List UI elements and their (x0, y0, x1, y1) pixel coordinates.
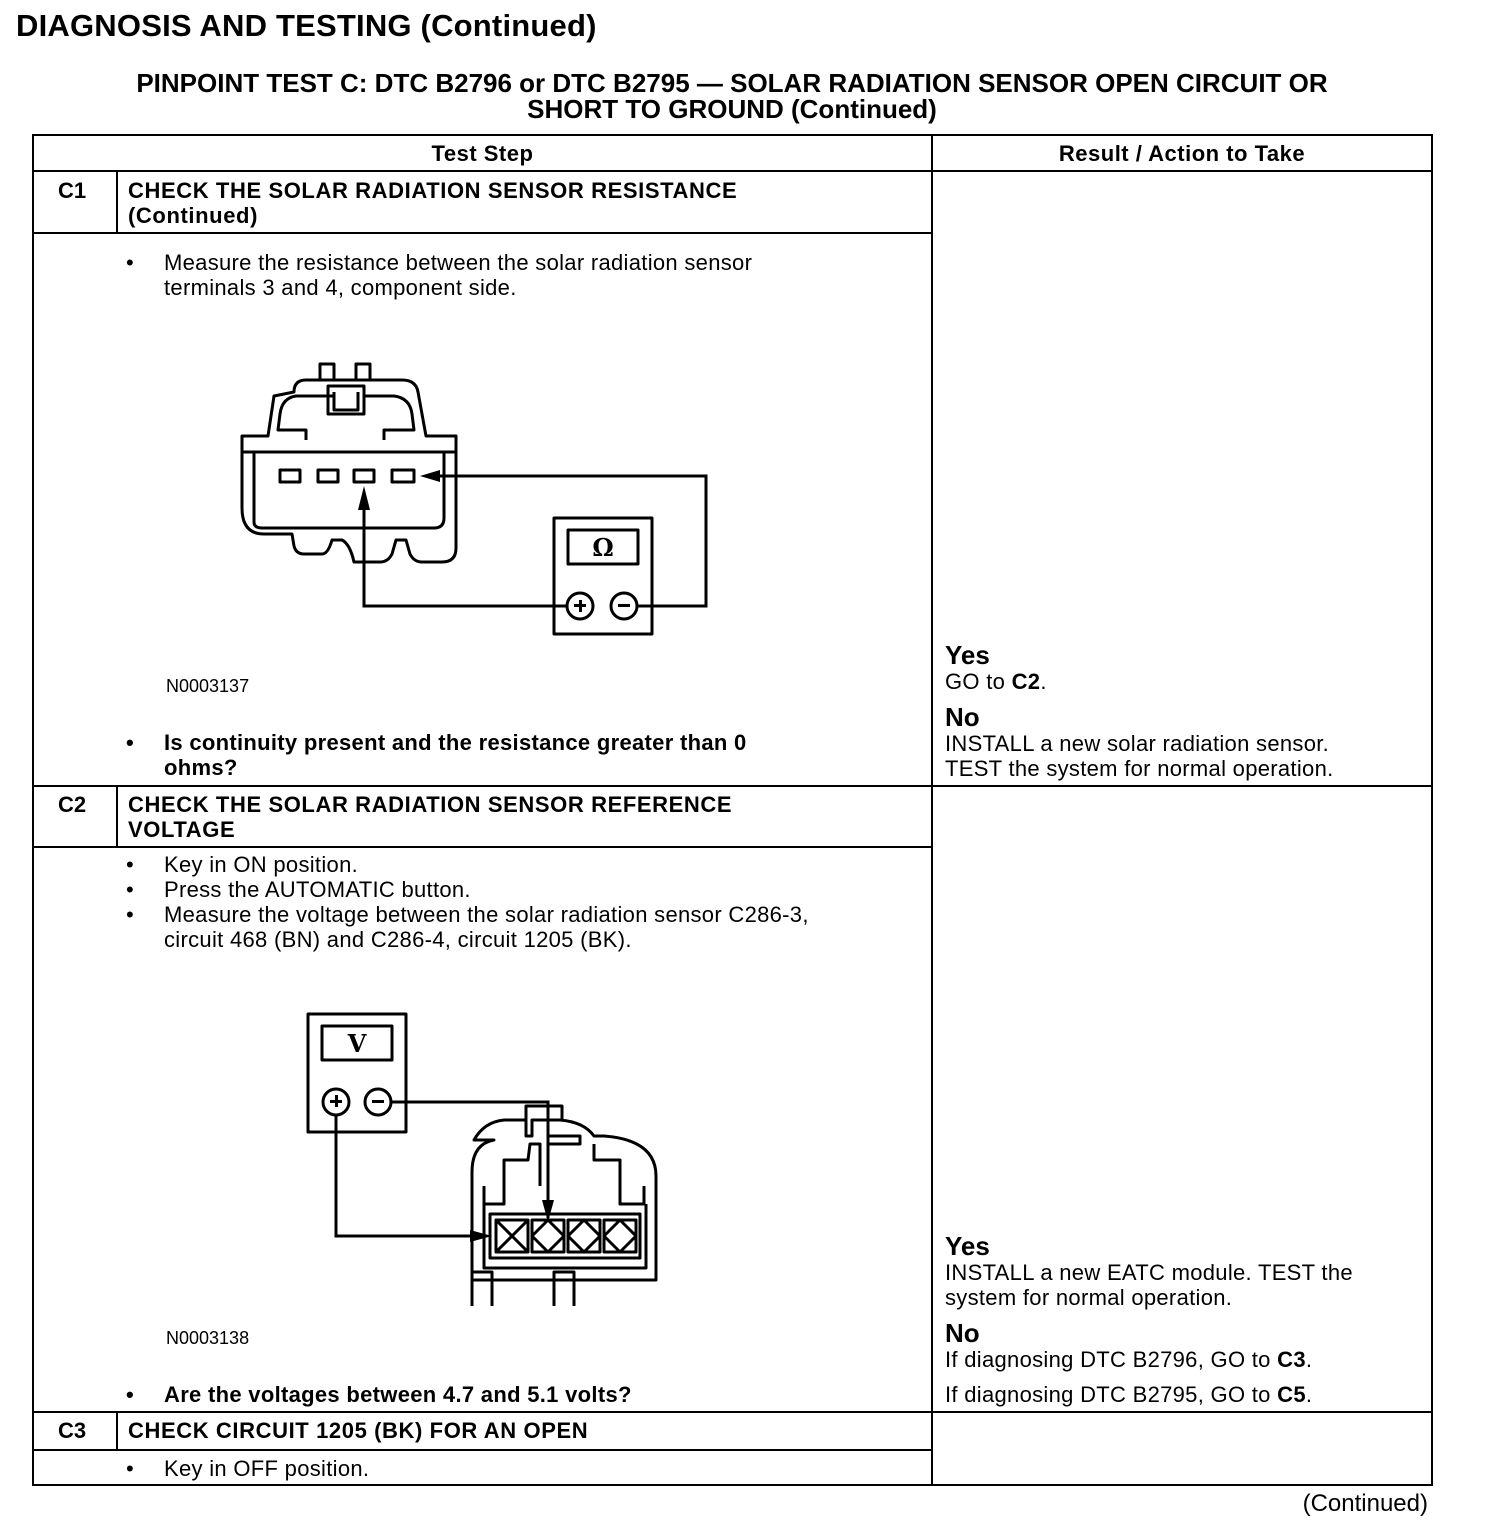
step-title-c2-line2: VOLTAGE (128, 817, 236, 842)
c2-question (126, 1382, 926, 1407)
c1-title-divider (34, 232, 933, 234)
c2-result-yes-text: INSTALL a new EATC module. TEST the system for normal operation. (945, 1260, 1353, 1310)
c2-result-no-a: If diagnosing DTC B2796, GO to C3. (945, 1347, 1313, 1372)
volt-symbol: V (347, 1029, 367, 1058)
c2-bullet-key-on (126, 852, 926, 877)
c2-title-divider (34, 846, 933, 848)
c2-figure-id: N0003138 (166, 1328, 250, 1348)
c2-result-no-label: No (945, 1318, 980, 1348)
c1-question (126, 730, 906, 780)
step-id-divider-c2 (116, 786, 118, 848)
c2-bullet-measure-line1: Measure the voltage between the solar radiation sensor C286-3, (164, 902, 809, 927)
bullet-dot: • (126, 1456, 135, 1481)
c2-voltmeter-diagram (304, 1010, 704, 1310)
bullet-dot: • (126, 250, 135, 275)
c3-bullet-key-off (126, 1456, 926, 1481)
step-title-c1-line2: (Continued) (128, 203, 259, 228)
c1-result-yes-label: Yes (945, 640, 990, 670)
c3-title-divider (34, 1449, 933, 1451)
step-title-c1-line1: CHECK THE SOLAR RADIATION SENSOR RESISTANCE (128, 178, 738, 203)
bullet-dot: • (126, 1382, 135, 1407)
continued-note: (Continued) (1302, 1490, 1428, 1517)
c1-result-no-label: No (945, 702, 980, 732)
c1-result-no-text: INSTALL a new solar radiation sensor. TEST the system for normal operation. (945, 731, 1334, 781)
step-id-divider-c3 (116, 1412, 118, 1450)
column-divider (931, 136, 933, 1484)
step-title-c2 (128, 792, 732, 842)
bullet-dot: • (126, 877, 135, 902)
ohm-symbol: Ω (592, 533, 614, 562)
step-title-c1 (128, 178, 737, 228)
step-title-c3: CHECK CIRCUIT 1205 (BK) FOR AN OPEN (128, 1418, 589, 1443)
c2-question-text: Are the voltages between 4.7 and 5.1 volts? (164, 1382, 632, 1407)
step-id-c2: C2 (58, 792, 87, 817)
c1-c2-divider (34, 785, 1431, 787)
c2-bullet-measure (126, 902, 926, 952)
c1-question-line2: ohms? (164, 755, 238, 780)
c1-bullet-line2: terminals 3 and 4, component side. (164, 275, 517, 300)
step-id-c3: C3 (58, 1418, 87, 1443)
step-title-c2-line1: CHECK THE SOLAR RADIATION SENSOR REFERENCE (128, 792, 733, 817)
header-divider (34, 170, 1431, 172)
c1-ohmmeter-diagram (234, 358, 714, 638)
pinpoint-test-title (30, 70, 1434, 122)
pinpoint-test-title-line1: PINPOINT TEST C: DTC B2796 or DTC B2795 — SOLAR RADIATION SENSOR OPEN CIRCUIT OR (136, 68, 1328, 98)
c1-bullet-line1: Measure the resistance between the solar radiation sensor (164, 250, 753, 275)
c1-result-yes-text: GO to C2. (945, 669, 1047, 694)
step-id-c1: C1 (58, 178, 87, 203)
pinpoint-test-table (32, 134, 1433, 1486)
c3-bullet-key-off-text: Key in OFF position. (164, 1456, 370, 1481)
c1-bullet-measure (126, 250, 906, 300)
c2-bullet-key-on-text: Key in ON position. (164, 852, 359, 877)
page-title: DIAGNOSIS AND TESTING (Continued) (16, 8, 597, 43)
c2-result-yes-label: Yes (945, 1231, 990, 1261)
header-test-step: Test Step (431, 141, 534, 166)
bullet-dot: • (126, 730, 135, 755)
c1-figure-id: N0003137 (166, 676, 250, 696)
pinpoint-test-title-line2: SHORT TO GROUND (Continued) (527, 94, 937, 124)
c2-result-no-b: If diagnosing DTC B2795, GO to C5. (945, 1382, 1313, 1407)
c2-bullet-automatic (126, 877, 926, 902)
c1-question-line1: Is continuity present and the resistance greater than 0 (164, 730, 747, 755)
bullet-dot: • (126, 902, 135, 927)
c2-bullet-automatic-text: Press the AUTOMATIC button. (164, 877, 471, 902)
c2-bullet-measure-line2: circuit 468 (BN) and C286-4, circuit 1205 (BK). (164, 927, 632, 952)
header-result: Result / Action to Take (1058, 141, 1306, 166)
c2-c3-divider (34, 1411, 1431, 1413)
bullet-dot: • (126, 852, 135, 877)
step-id-divider-c1 (116, 172, 118, 234)
